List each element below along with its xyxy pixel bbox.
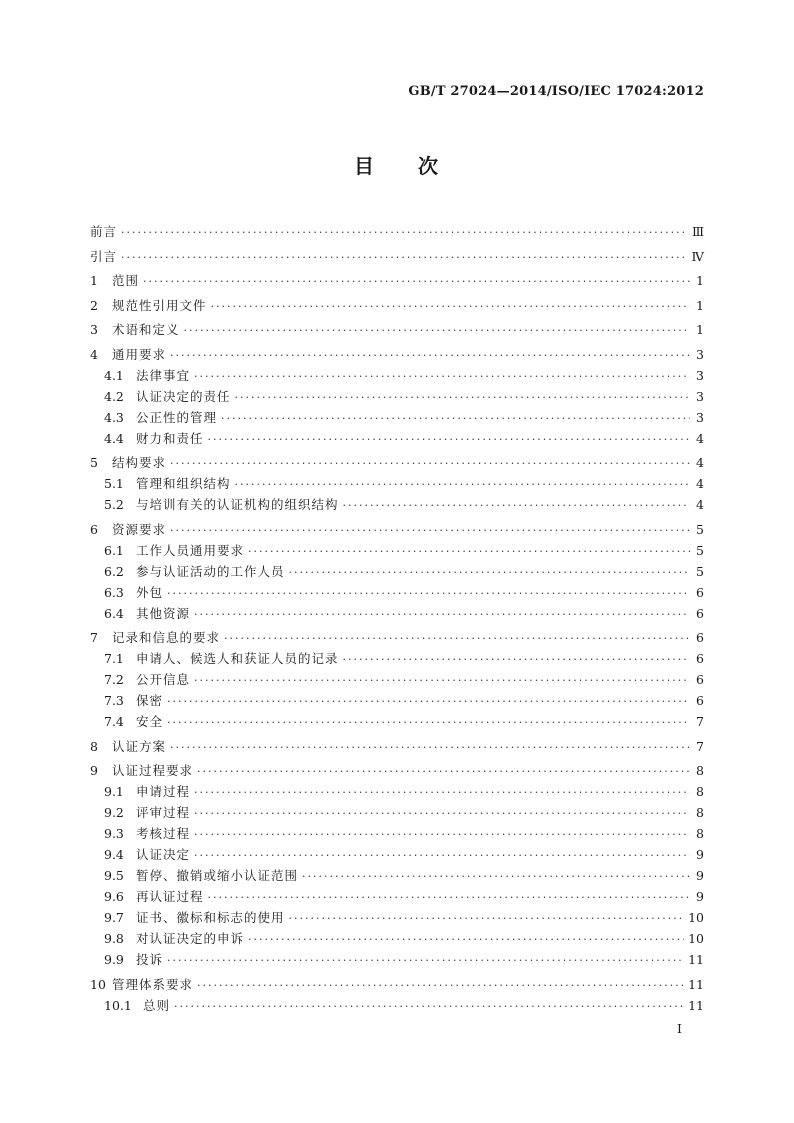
toc-entry[interactable] — [90, 711, 704, 732]
toc-entry-title: 管理体系要求 — [112, 976, 194, 992]
toc-entry[interactable] — [90, 582, 704, 603]
toc-entry-title: 外包 — [136, 584, 164, 600]
toc-entry[interactable] — [90, 473, 704, 494]
toc-entry[interactable] — [90, 823, 704, 844]
page-title — [0, 150, 794, 179]
toc-leader-dots — [167, 950, 684, 971]
toc-entry-title: 结构要求 — [112, 455, 167, 470]
toc-entry[interactable] — [90, 407, 704, 428]
toc-entry-page: 1 — [696, 322, 704, 337]
toc-entry-number: 9.9 — [104, 952, 124, 967]
toc-entry-title: 申请人、候选人和获证人员的记录 — [136, 651, 339, 666]
toc-entry-title: 资源要求 — [112, 521, 167, 537]
page-number: I — [677, 1021, 682, 1036]
toc-entry-title: 引言 — [90, 248, 118, 264]
toc-entry-page: 8 — [696, 763, 704, 778]
toc-entry[interactable] — [90, 928, 704, 949]
toc-leader-dots — [208, 429, 690, 450]
toc-entry-page: 9 — [696, 889, 704, 904]
toc-entry-title: 安全 — [136, 714, 164, 729]
toc-leader-dots — [224, 628, 690, 649]
toc-entry-page: Ⅲ — [691, 224, 704, 239]
toc-entry-page: 6 — [696, 630, 704, 645]
toc-leader-dots — [235, 474, 690, 495]
toc-leader-dots — [174, 996, 684, 1017]
toc-leader-dots — [170, 737, 690, 758]
toc-entry-page: 6 — [696, 693, 704, 708]
toc-entry-number: 10 — [90, 976, 106, 992]
toc-leader-dots — [143, 271, 690, 292]
toc-entry-page: 5 — [696, 521, 704, 537]
toc-entry-number: 4.1 — [104, 367, 124, 383]
toc-leader-dots — [343, 649, 690, 670]
toc-entry-page: 10 — [688, 931, 704, 946]
toc-entry-number: 1 — [90, 273, 98, 288]
toc-entry[interactable] — [90, 494, 704, 515]
toc-entry-page: 8 — [696, 805, 704, 820]
toc-entry-page: 6 — [696, 651, 704, 666]
toc-entry-page: 8 — [696, 784, 704, 799]
toc-entry-page: 3 — [696, 346, 704, 362]
toc-entry-title: 前言 — [90, 224, 118, 239]
toc-leader-dots — [184, 320, 690, 341]
toc-leader-dots — [289, 562, 690, 583]
toc-entry[interactable] — [90, 865, 704, 886]
toc-entry-page: 8 — [696, 826, 704, 841]
toc-entry-number: 4.2 — [104, 388, 124, 404]
toc-leader-dots — [170, 345, 690, 366]
toc-entry-number: 6.1 — [104, 542, 124, 558]
toc-entry-title: 术语和定义 — [112, 322, 180, 337]
toc-entry-title: 公正性的管理 — [136, 409, 218, 425]
toc-entry[interactable] — [90, 386, 704, 407]
toc-entry[interactable] — [90, 428, 704, 449]
toc-leader-dots — [194, 782, 690, 803]
toc-entry-title: 申请过程 — [136, 784, 191, 799]
toc-entry-title: 考核过程 — [136, 826, 191, 841]
toc-entry[interactable] — [90, 344, 704, 365]
toc-entry-title: 投诉 — [136, 952, 164, 967]
toc-entry[interactable] — [90, 974, 704, 995]
toc-entry-page: Ⅳ — [691, 248, 704, 264]
toc-entry-title: 对认证决定的申诉 — [136, 931, 245, 946]
toc-entry-title: 证书、徽标和标志的使用 — [136, 910, 285, 925]
toc-entry-number: 7.1 — [104, 651, 124, 666]
toc-entry-number: 4.4 — [104, 430, 124, 446]
toc-entry-number: 7.4 — [104, 714, 124, 729]
toc-leader-dots — [197, 975, 684, 996]
toc-entry[interactable] — [90, 648, 704, 669]
toc-entry[interactable] — [90, 561, 704, 582]
toc-entry-number: 4 — [90, 346, 98, 362]
toc-leader-dots — [235, 387, 690, 408]
toc-entry-title: 与培训有关的认证机构的组织结构 — [136, 497, 339, 512]
toc-leader-dots — [194, 366, 690, 387]
toc-entry[interactable] — [90, 246, 704, 267]
toc-entry-title: 认证决定的责任 — [136, 388, 231, 404]
toc-entry-number: 6.4 — [104, 605, 124, 621]
toc-leader-dots — [302, 866, 690, 887]
toc-entry-number: 8 — [90, 738, 98, 754]
toc-entry[interactable] — [90, 295, 704, 316]
toc-entry[interactable] — [90, 452, 704, 473]
toc-entry-title: 记录和信息的要求 — [112, 630, 221, 645]
toc-entry[interactable] — [90, 627, 704, 648]
toc-entry-page: 10 — [688, 910, 704, 925]
toc-entry-number: 9.2 — [104, 805, 124, 820]
toc-entry[interactable] — [90, 365, 704, 386]
toc-leader-dots — [197, 761, 690, 782]
toc-entry-page: 1 — [696, 297, 704, 313]
toc-leader-dots — [170, 520, 690, 541]
toc-leader-dots — [248, 541, 690, 562]
toc-entry-page: 4 — [696, 430, 704, 446]
toc-leader-dots — [167, 583, 690, 604]
toc-entry[interactable] — [90, 669, 704, 690]
toc-entry[interactable] — [90, 736, 704, 757]
toc-entry-title: 再认证过程 — [136, 889, 204, 904]
toc-leader-dots — [343, 495, 690, 516]
toc-entry-number: 9 — [90, 763, 98, 778]
toc-entry-number: 9.3 — [104, 826, 124, 841]
title-char-1: 目 — [354, 154, 376, 178]
toc-leader-dots — [194, 803, 690, 824]
toc-entry-number: 9.7 — [104, 910, 124, 925]
toc-entry-page: 7 — [696, 714, 704, 729]
toc-entry-number: 4.3 — [104, 409, 124, 425]
toc-leader-dots — [170, 453, 690, 474]
toc-entry-number: 7 — [90, 630, 98, 645]
toc-entry-number: 9.4 — [104, 847, 124, 862]
toc-entry[interactable] — [90, 319, 704, 340]
toc-entry-title: 公开信息 — [136, 672, 191, 687]
toc-leader-dots — [289, 908, 685, 929]
toc-entry-number: 9.8 — [104, 931, 124, 946]
toc-entry[interactable] — [90, 949, 704, 970]
toc-entry-page: 11 — [688, 952, 704, 967]
toc-entry-page: 6 — [696, 584, 704, 600]
toc-entry-title: 认证决定 — [136, 847, 191, 862]
toc-entry-page: 9 — [696, 847, 704, 862]
toc-entry-number: 5 — [90, 455, 98, 470]
toc-entry-number: 9.6 — [104, 889, 124, 904]
toc-entry-title: 其他资源 — [136, 605, 191, 621]
toc-entry-page: 6 — [696, 672, 704, 687]
toc-entry-title: 认证方案 — [112, 738, 167, 754]
standard-number: GB/T 27024—2014/ISO/IEC 17024:2012 — [408, 84, 704, 99]
toc-entry-page: 4 — [696, 497, 704, 512]
toc-leader-dots — [121, 222, 688, 243]
toc-entry-page: 5 — [696, 563, 704, 579]
table-of-contents — [90, 221, 704, 1016]
toc-entry[interactable] — [90, 781, 704, 802]
toc-entry-number: 6 — [90, 521, 98, 537]
toc-entry-page: 4 — [696, 455, 704, 470]
toc-entry-page: 3 — [696, 388, 704, 404]
toc-entry-page: 11 — [688, 997, 704, 1013]
toc-entry-page: 7 — [696, 738, 704, 754]
toc-entry-number: 9.5 — [104, 868, 124, 883]
toc-entry-number: 6.3 — [104, 584, 124, 600]
toc-entry-page: 9 — [696, 868, 704, 883]
toc-leader-dots — [194, 604, 690, 625]
toc-leader-dots — [194, 824, 690, 845]
toc-entry[interactable] — [90, 844, 704, 865]
toc-entry[interactable] — [90, 886, 704, 907]
toc-entry-page: 5 — [696, 542, 704, 558]
toc-leader-dots — [221, 408, 690, 429]
toc-entry-title: 财力和责任 — [136, 430, 204, 446]
title-char-2: 次 — [418, 154, 440, 178]
toc-entry-number: 6.2 — [104, 563, 124, 579]
toc-entry[interactable] — [90, 270, 704, 291]
toc-entry-title: 参与认证活动的工作人员 — [136, 563, 285, 579]
toc-entry-page: 6 — [696, 605, 704, 621]
toc-entry-number: 2 — [90, 297, 98, 313]
toc-entry-title: 暂停、撤销或缩小认证范围 — [136, 868, 299, 883]
toc-entry-title: 规范性引用文件 — [112, 297, 207, 313]
toc-entry[interactable] — [90, 690, 704, 711]
toc-entry-title: 通用要求 — [112, 346, 167, 362]
toc-leader-dots — [121, 247, 687, 268]
toc-entry-number: 5.1 — [104, 476, 124, 491]
toc-entry-title: 范围 — [112, 273, 140, 288]
toc-entry-title: 保密 — [136, 693, 164, 708]
toc-entry-title: 工作人员通用要求 — [136, 542, 245, 558]
toc-entry-number: 5.2 — [104, 497, 124, 512]
toc-entry-number: 3 — [90, 322, 98, 337]
toc-entry-title: 总则 — [143, 997, 171, 1013]
toc-entry[interactable] — [90, 907, 704, 928]
toc-entry[interactable] — [90, 519, 704, 540]
toc-entry-title: 管理和组织结构 — [136, 476, 231, 491]
toc-entry[interactable] — [90, 802, 704, 823]
toc-entry[interactable] — [90, 760, 704, 781]
toc-entry[interactable] — [90, 221, 704, 242]
toc-leader-dots — [194, 845, 690, 866]
toc-entry-title: 认证过程要求 — [112, 763, 194, 778]
toc-entry-page: 3 — [696, 409, 704, 425]
toc-leader-dots — [211, 296, 690, 317]
toc-entry-page: 4 — [696, 476, 704, 491]
toc-entry-number: 10.1 — [104, 997, 132, 1013]
toc-entry-page: 1 — [696, 273, 704, 288]
toc-entry-title: 法律事宜 — [136, 367, 191, 383]
toc-leader-dots — [167, 691, 690, 712]
toc-entry[interactable] — [90, 995, 704, 1016]
toc-entry-title: 评审过程 — [136, 805, 191, 820]
toc-leader-dots — [208, 887, 690, 908]
toc-entry-number: 7.3 — [104, 693, 124, 708]
toc-entry-page: 3 — [696, 367, 704, 383]
toc-leader-dots — [167, 712, 690, 733]
toc-leader-dots — [248, 929, 684, 950]
toc-entry[interactable] — [90, 603, 704, 624]
toc-entry-number: 9.1 — [104, 784, 124, 799]
toc-entry-page: 11 — [688, 976, 704, 992]
toc-entry-number: 7.2 — [104, 672, 124, 687]
toc-entry[interactable] — [90, 540, 704, 561]
toc-leader-dots — [194, 670, 690, 691]
